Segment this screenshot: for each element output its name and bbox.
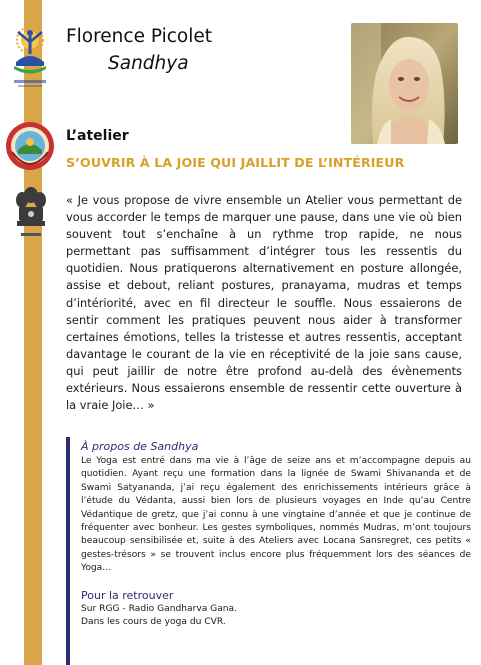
contact-heading: Pour la retrouver <box>81 588 174 602</box>
atelier-label: L’atelier <box>66 128 129 144</box>
person-name: Florence Picolet <box>66 26 212 47</box>
seal-logo <box>4 118 56 174</box>
about-section <box>66 437 471 665</box>
atelier-title: S’OUVRIR À LA JOIE QUI JAILLIT DE L’INTÉRIEUR <box>66 155 405 170</box>
yoga-day-logo <box>6 22 54 94</box>
gold-side-bar <box>24 0 42 665</box>
contact-line-courses: Dans les cours de yoga du CVR. <box>81 616 226 627</box>
atelier-description: « Je vous propose de vivre ensemble un Atelier vous permettant de vous accorder le temps de marquer une pause, dans une vie où bien souvent tout s’enchaîne à un rythme trop rapide, ne nous permettant pas suffisamment d’intégrer tous les ressentis du quotidien. Nous pratiquerons alternativement en posture allongée, assise et debout, reliant postures, pranayama, mudras et temps d’intériorité, avec en fil directeur le souffle. Nous essaierons de sentir comment les pratiques peuvent nous aider à transformer certaines émotions, telles la tristesse et autres ressentis, acceptant davantage le courant de la vie en réceptivité de la joie sans cause, qui peut jaillir de notre être profond au-delà des évènements extérieurs. Nous essaierons ensemble de ressentir cette ouverture à la vraie Joie… » <box>66 193 462 413</box>
emblem-logo <box>9 183 53 249</box>
spiritual-name: Sandhya <box>108 53 189 74</box>
portrait-photo <box>351 23 458 144</box>
about-text: Le Yoga est entré dans ma vie à l’âge de seize ans et m’accompagne depuis au quotidien. Ayant reçu une formation dans la lignée de Swami Shivananda et de Swami Satyananda, j’ai reçu également des enrichissements intérieurs grâce à l’étude du Védanta, aussi bien lors de plusieurs voyages en Inde qu’au Centre Védantique de gretz, que j’ai connu à une vingtaine d’année et que je continue de fréquenter avec bonheur. Les gestes symboliques, nommés Mudras, m’ont toujours beaucoup sensibilisée et, suite à des Ateliers avec Locana Sansregret, ces petits « gestes-trésors » se trouvent inclus encore plus fréquemment lors des séances de Yoga… <box>81 456 471 574</box>
about-heading: À propos de Sandhya <box>81 440 199 453</box>
contact-line-radio: Sur RGG - Radio Gandharva Gana. <box>81 603 238 614</box>
